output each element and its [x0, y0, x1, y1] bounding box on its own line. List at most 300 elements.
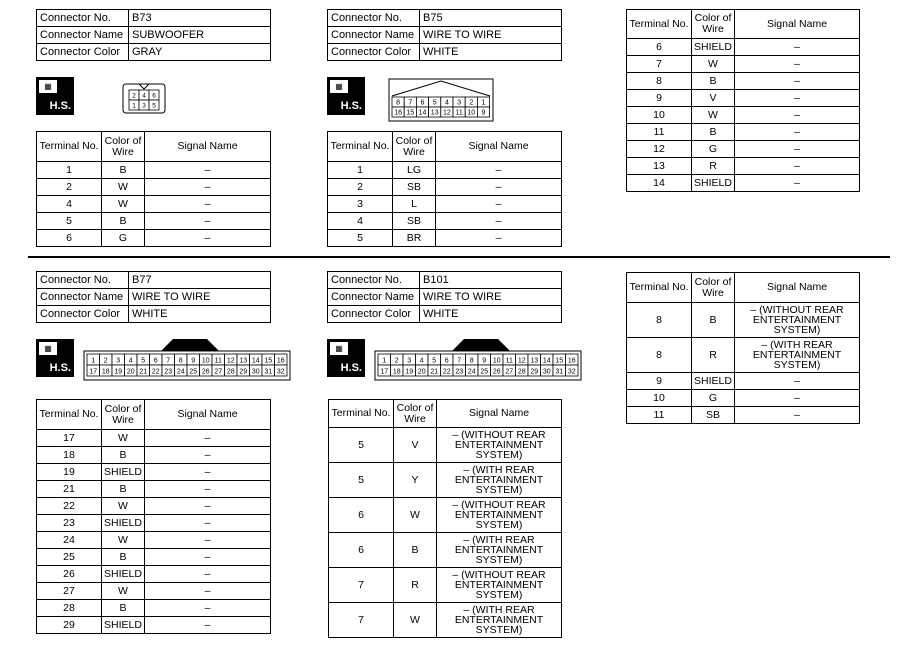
signal-name-cell: –: [735, 90, 860, 107]
connector-no-label: Connector No.: [328, 272, 420, 289]
connector-color-value: WHITE: [420, 44, 562, 61]
pin-number: 14: [251, 357, 260, 365]
terminal-no-cell: 1: [328, 162, 393, 179]
terminal-no-cell: 5: [329, 463, 394, 498]
wire-color-cell: B: [692, 124, 735, 141]
signal-name-cell: –: [145, 464, 271, 481]
pin-number: 17: [89, 368, 98, 376]
pin-number: 13: [430, 109, 439, 117]
terminal-no-cell: 4: [328, 213, 393, 230]
signal-name-cell: – (WITH REAR ENTERTAINMENT SYSTEM): [437, 603, 562, 638]
pin-number: 18: [101, 368, 110, 376]
hs-label: H.S.: [340, 362, 362, 374]
connector-name-value: WIRE TO WIRE: [420, 289, 562, 306]
pin-number: 10: [492, 357, 501, 365]
terminal-row: [627, 56, 860, 73]
pin-number: 32: [567, 368, 576, 376]
connector-color-label: Connector Color: [328, 306, 420, 323]
pin-number: 1: [481, 99, 486, 107]
signal-name-cell: –: [145, 230, 271, 247]
terminal-row: [627, 407, 860, 424]
terminal-no-cell: 28: [37, 600, 102, 617]
pin-number: 4: [419, 357, 424, 365]
pin-number: 7: [457, 357, 462, 365]
terminal-no-cell: 10: [627, 107, 692, 124]
terminal-table-b101: [328, 399, 562, 638]
connector-no-value: B77: [129, 272, 271, 289]
wire-color-cell: BR: [393, 230, 436, 247]
terminal-no-cell: 14: [627, 175, 692, 192]
signal-name-cell: –: [145, 430, 271, 447]
pin-number: 6: [153, 357, 158, 365]
terminal-no-cell: 24: [37, 532, 102, 549]
wire-color-cell: R: [692, 338, 735, 373]
wire-color-cell: B: [692, 303, 735, 338]
signal-name-cell: –: [145, 179, 271, 196]
pin-number: 5: [152, 102, 156, 110]
pin-number: 24: [467, 368, 476, 376]
pin-number: 26: [492, 368, 501, 376]
signal-name-cell: – (WITH REAR ENTERTAINMENT SYSTEM): [735, 338, 860, 373]
signal-name-cell: –: [436, 213, 562, 230]
pin-number: 21: [430, 368, 439, 376]
connector-face-b75: [388, 78, 494, 122]
pin-number: 5: [141, 357, 146, 365]
wire-color-header: Color of Wire: [692, 10, 735, 39]
wire-color-cell: G: [102, 230, 145, 247]
terminal-no-cell: 11: [627, 407, 692, 424]
connector-name-label: Connector Name: [328, 27, 420, 44]
section-divider: [28, 256, 890, 258]
wire-color-cell: B: [102, 213, 145, 230]
signal-name-header: Signal Name: [437, 400, 562, 428]
wire-color-cell: W: [692, 107, 735, 124]
pin-number: 25: [189, 368, 198, 376]
pin-number: 10: [201, 357, 210, 365]
connector-symbol-icon: ▦: [39, 80, 57, 93]
pin-number: 3: [116, 357, 121, 365]
terminal-no-cell: 8: [627, 73, 692, 90]
signal-name-cell: –: [735, 73, 860, 90]
harness-side-icon: [327, 339, 365, 377]
pin-number: 29: [239, 368, 248, 376]
pin-number: 3: [457, 99, 462, 107]
terminal-row: [627, 90, 860, 107]
terminal-row: [329, 603, 562, 638]
wire-color-cell: R: [394, 568, 437, 603]
pin-number: 10: [467, 109, 476, 117]
wire-color-cell: B: [692, 73, 735, 90]
terminal-no-cell: 6: [627, 39, 692, 56]
terminal-row: [37, 532, 271, 549]
wire-color-cell: SHIELD: [102, 566, 145, 583]
connector-color-value: GRAY: [129, 44, 271, 61]
terminal-no-cell: 6: [37, 230, 102, 247]
pin-number: 2: [103, 357, 108, 365]
signal-name-cell: –: [145, 583, 271, 600]
pin-number: 8: [469, 357, 474, 365]
connector-name-value: WIRE TO WIRE: [129, 289, 271, 306]
terminal-row: [37, 566, 271, 583]
terminal-no-cell: 6: [329, 533, 394, 568]
pin-number: 4: [128, 357, 133, 365]
terminal-no-cell: 21: [37, 481, 102, 498]
pin-number: 30: [251, 368, 260, 376]
wire-color-cell: W: [102, 430, 145, 447]
terminal-row: [37, 549, 271, 566]
wire-color-cell: W: [102, 583, 145, 600]
terminal-row: [627, 390, 860, 407]
pin-number: 6: [420, 99, 425, 107]
signal-name-cell: –: [436, 196, 562, 213]
connector-face-b73: [122, 80, 166, 114]
terminal-row: [37, 196, 271, 213]
connector-color-value: WHITE: [420, 306, 562, 323]
terminal-no-cell: 7: [627, 56, 692, 73]
wire-color-cell: SHIELD: [692, 373, 735, 390]
wire-color-cell: W: [394, 603, 437, 638]
terminal-row: [627, 73, 860, 90]
pin-number: 27: [214, 368, 223, 376]
signal-name-cell: –: [735, 407, 860, 424]
terminal-table-b75-continued: [626, 9, 860, 192]
pin-number: 31: [555, 368, 564, 376]
pin-number: 24: [176, 368, 185, 376]
wire-color-cell: SB: [393, 179, 436, 196]
connector-color-value: WHITE: [129, 306, 271, 323]
terminal-row: [627, 158, 860, 175]
pin-number: 6: [152, 92, 156, 100]
pin-number: 11: [505, 357, 513, 365]
pin-number: 15: [406, 109, 415, 117]
terminal-row: [37, 498, 271, 515]
terminal-row: [329, 463, 562, 498]
pin-number: 15: [264, 357, 273, 365]
wire-color-cell: B: [102, 447, 145, 464]
pin-number: 3: [142, 102, 146, 110]
terminal-row: [627, 141, 860, 158]
pin-number: 16: [276, 357, 285, 365]
pin-number: 5: [432, 357, 437, 365]
terminal-row: [37, 600, 271, 617]
connector-face-b101: [374, 337, 582, 382]
wire-color-cell: W: [394, 498, 437, 533]
connector-color-label: Connector Color: [37, 306, 129, 323]
signal-name-cell: –: [145, 481, 271, 498]
signal-name-cell: –: [145, 162, 271, 179]
pin-number: 2: [132, 92, 136, 100]
connector-face-b77: [83, 337, 291, 382]
harness-side-icon: [36, 77, 74, 115]
connector-name-label: Connector Name: [37, 289, 129, 306]
signal-name-cell: – (WITHOUT REAR ENTERTAINMENT SYSTEM): [437, 428, 562, 463]
harness-side-icon: [36, 339, 74, 377]
signal-name-cell: –: [145, 196, 271, 213]
connector-name-value: SUBWOOFER: [129, 27, 271, 44]
terminal-no-cell: 1: [37, 162, 102, 179]
pin-number: 12: [517, 357, 526, 365]
terminal-no-cell: 25: [37, 549, 102, 566]
connector-info-b101: [327, 271, 562, 323]
pin-number: 32: [276, 368, 285, 376]
terminal-no-cell: 10: [627, 390, 692, 407]
signal-name-cell: –: [735, 175, 860, 192]
signal-name-header: Signal Name: [145, 400, 271, 430]
signal-name-cell: –: [145, 498, 271, 515]
connector-no-value: B101: [420, 272, 562, 289]
wire-color-cell: G: [692, 390, 735, 407]
terminal-row: [329, 533, 562, 568]
pin-number: 12: [226, 357, 235, 365]
pin-number: 30: [542, 368, 551, 376]
pin-number: 15: [555, 357, 564, 365]
pin-number: 26: [201, 368, 210, 376]
signal-name-cell: –: [735, 124, 860, 141]
terminal-no-cell: 5: [328, 230, 393, 247]
pin-number: 28: [226, 368, 235, 376]
pin-number: 9: [481, 109, 486, 117]
pin-number: 23: [164, 368, 173, 376]
wire-color-cell: SHIELD: [102, 464, 145, 481]
pin-number: 13: [530, 357, 539, 365]
pin-number: 31: [264, 368, 273, 376]
pin-number: 27: [505, 368, 514, 376]
pin-number: 4: [444, 99, 449, 107]
pin-number: 22: [151, 368, 160, 376]
pin-number: 22: [442, 368, 451, 376]
terminal-no-cell: 26: [37, 566, 102, 583]
wire-color-header: Color of Wire: [393, 132, 436, 162]
signal-name-cell: –: [735, 56, 860, 73]
terminal-row: [37, 515, 271, 532]
terminal-row: [627, 373, 860, 390]
signal-name-cell: –: [145, 213, 271, 230]
harness-side-icon: [327, 77, 365, 115]
terminal-no-cell: 7: [329, 603, 394, 638]
wire-color-header: Color of Wire: [102, 132, 145, 162]
connector-info-b73: [36, 9, 271, 61]
terminal-row: [328, 179, 562, 196]
terminal-table-b77: [36, 399, 271, 634]
pin-number: 2: [469, 99, 474, 107]
pin-number: 16: [567, 357, 576, 365]
pin-number: 20: [126, 368, 135, 376]
connector-name-label: Connector Name: [328, 289, 420, 306]
terminal-row: [329, 498, 562, 533]
wire-color-cell: B: [102, 481, 145, 498]
wire-color-cell: W: [102, 532, 145, 549]
signal-name-cell: – (WITHOUT REAR ENTERTAINMENT SYSTEM): [437, 568, 562, 603]
hs-label: H.S.: [49, 362, 71, 374]
terminal-row: [37, 162, 271, 179]
connector-symbol-icon: ▦: [330, 342, 348, 355]
terminal-no-cell: 13: [627, 158, 692, 175]
terminal-row: [329, 428, 562, 463]
terminal-no-header: Terminal No.: [627, 10, 692, 39]
terminal-row: [37, 481, 271, 498]
wire-color-cell: B: [102, 162, 145, 179]
pin-number: 17: [380, 368, 389, 376]
terminal-no-cell: 5: [37, 213, 102, 230]
terminal-table-b75: [327, 131, 562, 247]
pin-number: 8: [396, 99, 401, 107]
terminal-no-header: Terminal No.: [329, 400, 394, 428]
signal-name-cell: –: [735, 107, 860, 124]
pin-number: 7: [166, 357, 171, 365]
terminal-row: [627, 338, 860, 373]
terminal-no-cell: 18: [37, 447, 102, 464]
terminal-row: [328, 230, 562, 247]
wire-color-cell: W: [102, 498, 145, 515]
terminal-no-cell: 17: [37, 430, 102, 447]
wire-color-cell: V: [394, 428, 437, 463]
signal-name-cell: –: [145, 600, 271, 617]
connector-info-b77: [36, 271, 271, 323]
pin-number: 14: [542, 357, 551, 365]
wire-color-cell: W: [102, 179, 145, 196]
pin-number: 16: [394, 109, 402, 117]
terminal-no-cell: 6: [329, 498, 394, 533]
connector-info-b75: [327, 9, 562, 61]
wire-color-cell: L: [393, 196, 436, 213]
signal-name-cell: –: [145, 532, 271, 549]
pin-number: 23: [455, 368, 464, 376]
wire-color-header: Color of Wire: [394, 400, 437, 428]
pin-number: 6: [444, 357, 449, 365]
signal-name-cell: –: [145, 447, 271, 464]
pin-number: 18: [392, 368, 401, 376]
wire-color-cell: SHIELD: [692, 175, 735, 192]
terminal-row: [37, 179, 271, 196]
pin-number: 1: [382, 357, 387, 365]
terminal-no-cell: 2: [37, 179, 102, 196]
terminal-row: [328, 196, 562, 213]
wire-color-cell: W: [102, 196, 145, 213]
pin-number: 13: [239, 357, 248, 365]
wire-color-cell: LG: [393, 162, 436, 179]
connector-no-label: Connector No.: [37, 10, 129, 27]
terminal-row: [627, 175, 860, 192]
pin-number: 4: [142, 92, 146, 100]
pin-number: 11: [214, 357, 222, 365]
pin-number: 14: [418, 109, 427, 117]
pin-number: 19: [405, 368, 414, 376]
terminal-no-cell: 5: [329, 428, 394, 463]
connector-color-label: Connector Color: [37, 44, 129, 61]
terminal-no-cell: 8: [627, 338, 692, 373]
terminal-no-cell: 8: [627, 303, 692, 338]
connector-no-value: B75: [420, 10, 562, 27]
pin-number: 3: [407, 357, 412, 365]
signal-name-cell: –: [735, 141, 860, 158]
wire-color-cell: V: [692, 90, 735, 107]
terminal-no-cell: 29: [37, 617, 102, 634]
connector-name-label: Connector Name: [37, 27, 129, 44]
terminal-row: [37, 230, 271, 247]
connector-no-label: Connector No.: [37, 272, 129, 289]
terminal-no-cell: 12: [627, 141, 692, 158]
terminal-no-header: Terminal No.: [328, 132, 393, 162]
pin-number: 9: [482, 357, 487, 365]
terminal-no-header: Terminal No.: [37, 132, 102, 162]
pin-number: 5: [432, 99, 437, 107]
pin-number: 1: [132, 102, 136, 110]
connector-no-value: B73: [129, 10, 271, 27]
terminal-row: [37, 583, 271, 600]
pin-number: 12: [443, 109, 451, 117]
wire-color-cell: SB: [692, 407, 735, 424]
terminal-no-cell: 4: [37, 196, 102, 213]
terminal-row: [328, 162, 562, 179]
connector-symbol-icon: ▦: [39, 342, 57, 355]
signal-name-header: Signal Name: [145, 132, 271, 162]
signal-name-header: Signal Name: [735, 273, 860, 303]
terminal-no-cell: 2: [328, 179, 393, 196]
terminal-no-cell: 7: [329, 568, 394, 603]
terminal-row: [328, 213, 562, 230]
pin-number: 28: [517, 368, 526, 376]
terminal-row: [627, 303, 860, 338]
wire-color-cell: B: [102, 600, 145, 617]
terminal-row: [627, 107, 860, 124]
signal-name-cell: –: [145, 566, 271, 583]
wire-color-header: Color of Wire: [102, 400, 145, 430]
pin-number: 9: [191, 357, 196, 365]
wire-color-cell: B: [102, 549, 145, 566]
terminal-table-b101-continued: [626, 272, 860, 424]
wire-color-cell: Y: [394, 463, 437, 498]
signal-name-cell: – (WITHOUT REAR ENTERTAINMENT SYSTEM): [437, 498, 562, 533]
pin-number: 29: [530, 368, 539, 376]
terminal-no-cell: 11: [627, 124, 692, 141]
wire-color-cell: R: [692, 158, 735, 175]
wire-color-cell: G: [692, 141, 735, 158]
terminal-no-cell: 9: [627, 373, 692, 390]
terminal-row: [37, 464, 271, 481]
wire-color-cell: SHIELD: [102, 617, 145, 634]
hs-label: H.S.: [49, 100, 71, 112]
wire-color-cell: B: [394, 533, 437, 568]
signal-name-cell: – (WITHOUT REAR ENTERTAINMENT SYSTEM): [735, 303, 860, 338]
terminal-no-cell: 19: [37, 464, 102, 481]
signal-name-header: Signal Name: [735, 10, 860, 39]
signal-name-cell: –: [436, 179, 562, 196]
terminal-row: [37, 617, 271, 634]
wire-color-header: Color of Wire: [692, 273, 735, 303]
terminal-row: [37, 447, 271, 464]
terminal-no-cell: 22: [37, 498, 102, 515]
pin-number: 21: [139, 368, 148, 376]
connector-name-value: WIRE TO WIRE: [420, 27, 562, 44]
signal-name-cell: –: [145, 515, 271, 532]
signal-name-cell: –: [735, 39, 860, 56]
connector-color-label: Connector Color: [328, 44, 420, 61]
terminal-row: [627, 39, 860, 56]
signal-name-cell: –: [145, 549, 271, 566]
wire-color-cell: SHIELD: [692, 39, 735, 56]
signal-name-cell: –: [735, 373, 860, 390]
wire-color-cell: SB: [393, 213, 436, 230]
pin-number: 8: [178, 357, 183, 365]
terminal-table-b73: [36, 131, 271, 247]
terminal-no-header: Terminal No.: [37, 400, 102, 430]
signal-name-cell: –: [436, 230, 562, 247]
pin-number: 1: [91, 357, 96, 365]
terminal-no-cell: 23: [37, 515, 102, 532]
connector-symbol-icon: ▦: [330, 80, 348, 93]
signal-name-cell: –: [145, 617, 271, 634]
pin-number: 20: [417, 368, 426, 376]
